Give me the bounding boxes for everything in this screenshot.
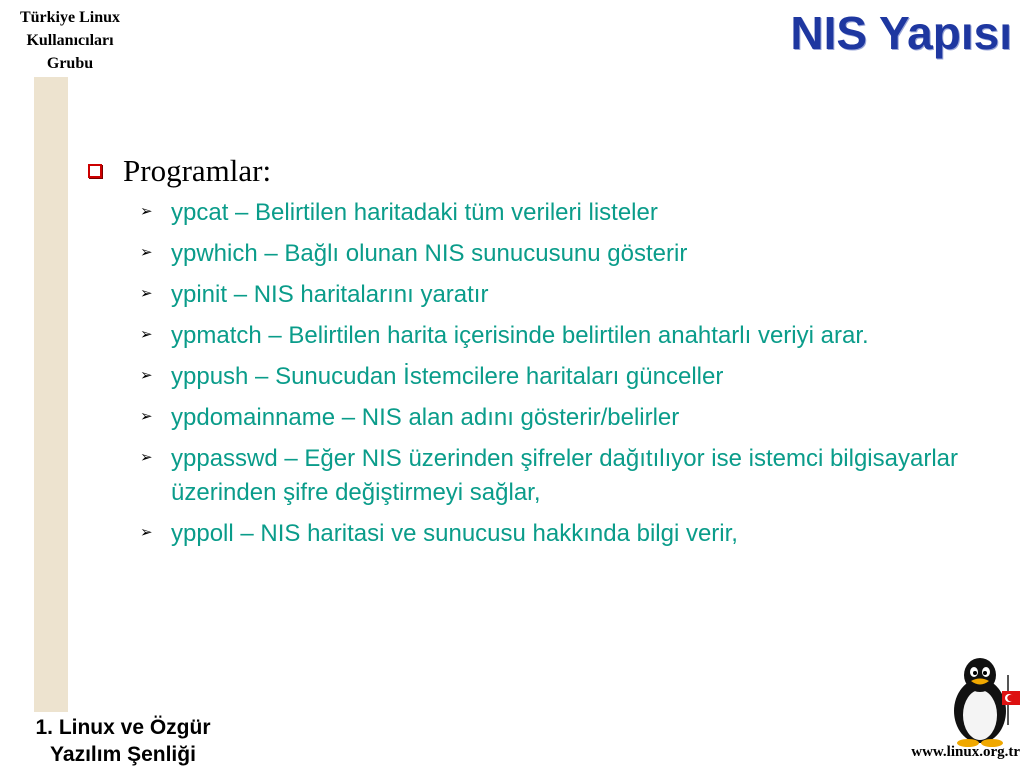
- list-item-text: ypmatch – Belirtilen harita içerisinde belirtilen anahtarlı veriyi arar.: [171, 322, 869, 349]
- section-label: Programlar:: [123, 153, 272, 188]
- square-bullet-icon: [88, 164, 102, 178]
- list-item: [140, 196, 968, 230]
- event-line-2: Yazılım Şenliği: [50, 743, 196, 766]
- list-item-text: yppush – Sunucudan İstemcilere haritaları günceller: [171, 363, 724, 390]
- slide-content: [88, 152, 968, 558]
- organization-line-3: Grubu: [46, 55, 94, 72]
- arrow-bullet-icon: ➢: [140, 285, 153, 302]
- arrow-bullet-icon: ➢: [140, 408, 153, 425]
- list-item-text: yppoll – NIS haritasi ve sunucusu hakkında bilgi verir,: [171, 520, 738, 547]
- list-item-text: ypinit – NIS haritalarını yaratır: [171, 281, 489, 308]
- organization-line-1: Türkiye Linux: [19, 9, 121, 26]
- penguin-icon: [942, 655, 1022, 747]
- program-list: [88, 196, 968, 551]
- arrow-bullet-icon: ➢: [140, 203, 153, 220]
- sidebar-stripe: [34, 77, 68, 712]
- list-item-text: ypdomainname – NIS alan adını gösterir/belirler: [171, 404, 680, 431]
- arrow-bullet-icon: ➢: [140, 244, 153, 261]
- arrow-bullet-icon: ➢: [140, 367, 153, 384]
- list-item-text: yppasswd – Eğer NIS üzerinden şifreler dağıtılıyor ise istemci bilgisayarlar üzerinden şifre değiştirmeyi sağlar,: [171, 445, 958, 506]
- website-url: www.linux.org.tr: [911, 744, 1020, 760]
- organization-name: [0, 6, 140, 75]
- arrow-bullet-icon: ➢: [140, 524, 153, 541]
- list-item-text: ypwhich – Bağlı olunan NIS sunucusunu gösterir: [171, 240, 688, 267]
- list-item: [140, 360, 968, 394]
- event-name: [0, 714, 246, 768]
- section-heading: [88, 152, 968, 190]
- event-line-1: 1. Linux ve Özgür: [35, 716, 211, 739]
- list-item: [140, 319, 968, 353]
- slide-title: NIS Yapısı: [790, 7, 1012, 59]
- list-item: [140, 237, 968, 271]
- list-item: [140, 278, 968, 312]
- list-item: [140, 401, 968, 435]
- list-item: [140, 442, 968, 510]
- list-item: [140, 517, 968, 551]
- arrow-bullet-icon: ➢: [140, 449, 153, 466]
- organization-line-2: Kullanıcıları: [26, 32, 114, 49]
- arrow-bullet-icon: ➢: [140, 326, 153, 343]
- list-item-text: ypcat – Belirtilen haritadaki tüm verileri listeler: [171, 199, 658, 226]
